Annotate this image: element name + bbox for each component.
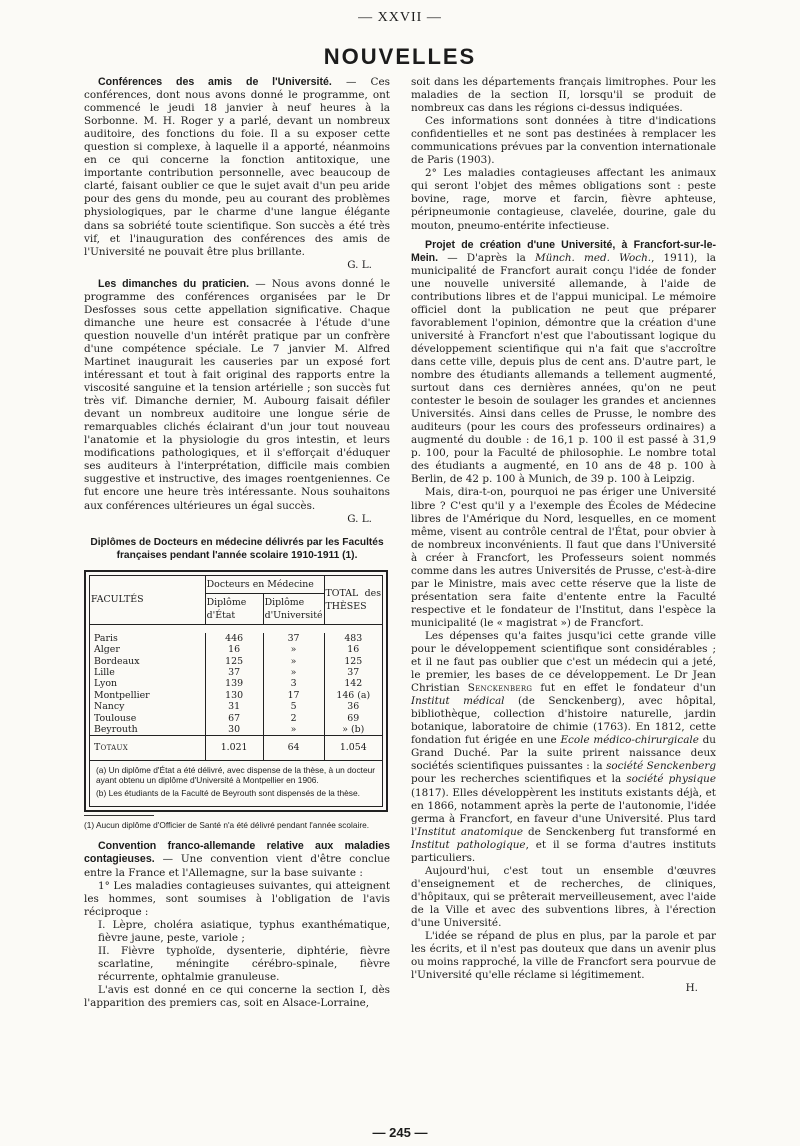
person-name: Senckenberg [467, 682, 533, 695]
section-title: NOUVELLES [323, 44, 477, 69]
table-row: Toulouse 67 2 69 [90, 713, 382, 724]
signature: G. L. [347, 258, 372, 271]
table-note-a: (a) Un diplôme d'État a été délivré, avec dispense de la thèse, à un docteur ayant obtenu un diplôme d'Université à Montpellier en 1906. [96, 764, 376, 785]
signature: G. L. [347, 512, 372, 525]
paragraph: 1° Les maladies contagieuses suivantes, qui atteignent les hommes, sont soumises à l'obligation de l'avis réciproque : [84, 879, 390, 918]
journal-name: Münch. med. Woch. [535, 251, 652, 264]
left-column [84, 76, 390, 1010]
table-caption: Diplômes de Docteurs en médecine délivrés par les Facultés françaises pendant l'année scolaire 1910-1911 (1). [90, 536, 384, 561]
table-row: Nancy 31 5 36 [90, 701, 382, 712]
diplomas-table [84, 570, 388, 813]
table-row: Montpellier 130 17 146 (a) [90, 690, 382, 701]
table-totals-row: Totaux 1.021 64 1.054 [90, 736, 382, 760]
table-note-b: (b) Les étudiants de la Faculté de Beyrouth sont dispensés de la thèse. [96, 788, 360, 799]
table-row: Lille 37 » 37 [90, 667, 382, 678]
col-header-universite: Diplôme d'Université [263, 593, 324, 624]
page-number: — 245 — [372, 1125, 428, 1140]
article-title: Projet de création d'une Université, à Francfort-sur-le-Mein. [411, 238, 716, 264]
right-column [411, 76, 716, 995]
paragraph: Aujourd'hui, c'est tout un ensemble d'œuvres d'enseignement et de recherches, de cliniques, d'hôpitaux, qui se prêterait merveilleusement, avec l'aide de la Ville et avec des subventions libres, à l'érection d'une Université. [411, 864, 716, 929]
paragraph: Les dépenses qu'a faites jusqu'ici cette grande ville pour le développement scientifique sont considérables ; et il ne faut pas oublier que c'est un médecin qui a jeté, le premier, les bases de ce développement. Le Dr Jean Christian Senckenberg fut en effet le fondateur d'un Institut médical (de Senckenberg), avec hôpital, bibliothèque, collection d'histoire naturelle, jardin botanique, laboratoire de chimie (1763). En 1812, cette fondation fut érigée en une Ecole médico-chirurgicale du Grand Duché. Par la suite prirent naissance deux sociétés scientifiques puissantes : la société Senckenberg pour les recherches scientifiques et la société physique (1817). Elles développèrent les instituts existants déjà, et en 1866, notamment après la perte de l'autonomie, l'idée germa à Francfort, en faveur d'une Université. Plus tard l'Institut anatomique de Senckenberg fut transformé en Institut pathologique, et il se forma d'autres instituts particuliers. [411, 629, 717, 864]
article-title: Convention franco-allemande relative aux maladies contagieuses. [84, 840, 390, 866]
article-body: — Ces conférences, dont nous avons donné le programme, ont commencé le jeudi 18 janvier à neuf heures à la Sorbonne. M. H. Roger y a parlé, devant un nombreux auditoire, des fonctions du foie. Il a su exposer cette question si complexe, à laquelle il a apporté, néanmoins en ce qui concerne la fonction antitoxique, une importante contribution personnelle, avec beaucoup de clarté, faisant oublier ce que le sujet avait d'un peu aride pour des gens du monde, peu au courant des problèmes physiologiques, par le charme d'une langue élégante dans sa sobriété toute scientifique. Son succès a été très vif, et l'inauguration des conférences des amis de l'Université ne pouvait être plus brillante. [84, 76, 390, 258]
article-dimanches [84, 278, 390, 513]
table-row: Paris 446 37 483 [90, 633, 382, 644]
signature: H. [685, 982, 698, 995]
col-header-facultes: FACULTÉS [90, 576, 205, 625]
paragraph: Mais, dira-t-on, pourquoi ne pas ériger une Université libre ? C'est qu'il y a l'exemple des Écoles de Médecine libres de l'Amérique du Nord, lesquelles, en ce moment même, visent au contrôle central de l'État, pour obvier à de nombreux inconvénients. Il faut que dans l'Université à créer à Francfort, les Professeurs soient nommés comme dans les autres Universités de Prusse, c'est-à-dire par le Ministre, mais avec cette réserve que la liste de présentation sera faite d'entente entre la Faculté respective et le fondateur de l'Institut, dans l'espèce la municipalité (le « magistrat ») de Francfort. [411, 486, 716, 629]
paragraph: 2° Les maladies contagieuses affectant les animaux qui seront l'objet des mêmes obligations sont : peste bovine, rage, morve et farcin, fièvre aphteuse, péripneumonie contagieuse, clavelée, dourine, gale du mouton, pneumo-entérite infectieuse. [411, 167, 716, 232]
list-item: II. Fièvre typhoïde, dysenterie, diphtérie, fièvre scarlatine, méningite cérébro-spinale, fièvre récurrente, ophtalmie granuleuse. [98, 944, 390, 983]
list-item: I. Lèpre, choléra asiatique, typhus exanthématique, fièvre jaune, peste, variole ; [98, 918, 390, 944]
table-row: Lyon 139 3 142 [90, 678, 382, 689]
table-row: Alger 16 » 16 [90, 644, 382, 655]
article-body: — Une convention vient d'être conclue entre la France et l'Allemagne, sur la base suivante : [84, 853, 390, 879]
col-header-total: TOTAL des THÈSES [324, 576, 382, 625]
col-header-etat: Diplôme d'État [205, 593, 263, 624]
table-row: Beyrouth 30 » » (b) [90, 724, 382, 736]
table-row: Bordeaux 125 » 125 [90, 656, 382, 667]
article-francfort: Projet de création d'une Université, à Francfort-sur-le-Mein. — D'après la Münch. med. Woch., 1911), la municipalité de Francfort aurait conçu l'idée de fonder une nouvelle université allemande, à l'aide de contributions libres et de l'appui municipal. Le mémoire officiel dont la publication ne peut que préparer favorablement l'opinion, démontre que la création d'une université à Francfort n'est que l'aboutissant logique du développement scientifique qui n'a fait que s'accroître dans cette ville, depuis plus de cent ans. D'autre part, le nombre des étudiants allemands a tellement augmenté, surtout dans ces dernières années, qu'on ne peut contester le besoin de soulager les grandes et anciennes Universités. Ainsi dans celles de Prusse, le nombre des auditeurs (pour les cours des professeurs ordinaires) a augmenté du double : de 16,1 p. 100 il est passé à 31,9 p. 100, pour la Faculté de philosophie. Le nombre total des étudiants a augmenté, en 10 ans de 48 p. 100 à Berlin, de 42 p. 100 à Munich, de 39 p. 100 à Leipzig. [411, 238, 717, 486]
paragraph: Ces informations sont données à titre d'indications confidentielles et ne sont pas destinées à remplacer les communications prévues par la convention internationale de Paris (1903). [411, 115, 716, 167]
page-roman-numeral: — XXVII — [358, 10, 442, 25]
article-body: — Nous avons donné le programme des conférences organisées par le Dr Desfosses sous cette appellation significative. Chaque dimanche une heure est consacrée à l'étude d'une question nouvelle d'un intérêt pratique par un confrère d'une compétence spéciale. Le 7 janvier M. Alfred Martinet inaugurait les causeries par un exposé fort intéressant et tout à fait original des rapports entre la viscosité sanguine et la tension artérielle ; son succès fut très vif. Dimanche dernier, M. Aubourg faisait défiler devant un nombreux auditoire une longue série de remarquables clichés éclairant d'un jour tout nouveau l'anatomie et la physiologie du gros intestin, et leurs modifications pathologiques, et il s'efforçait d'éduquer ses auditeurs à l'interprétation, difficile mais combien suggestive et instructive, des images roentgeniennes. Ce fut encore une heure très intéressante. Nous souhaitons aux conférences ultérieures un égal succès. [84, 277, 391, 512]
article-amis-universite [84, 76, 390, 259]
footnote-rule [84, 815, 154, 816]
article-title: Conférences des amis de l'Université. [98, 76, 332, 88]
table-notes [90, 760, 382, 807]
paragraph: L'idée se répand de plus en plus, par la parole et par les écrits, et il n'est pas douteux que dans un avenir plus ou moins rapproché, la ville de Francfort sera pourvue de l'Université qu'elle réclame si légitimement. [411, 930, 716, 982]
paragraph: L'avis est donné en ce qui concerne la section I, dès l'apparition des premiers cas, soit en Alsace-Lorraine, [84, 983, 390, 1009]
col-header-docteurs: Docteurs en Médecine [205, 576, 324, 594]
table-footnote: (1) Aucun diplôme d'Officier de Santé n'a été délivré pendant l'année scolaire. [84, 820, 370, 831]
paragraph: soit dans les départements français limitrophes. Pour les maladies de la section II, lorsqu'il se produit de nombreux cas dans les régions ci-dessus indiquées. [411, 76, 716, 115]
article-title: Les dimanches du praticien. [98, 277, 250, 290]
article-convention [84, 840, 390, 879]
